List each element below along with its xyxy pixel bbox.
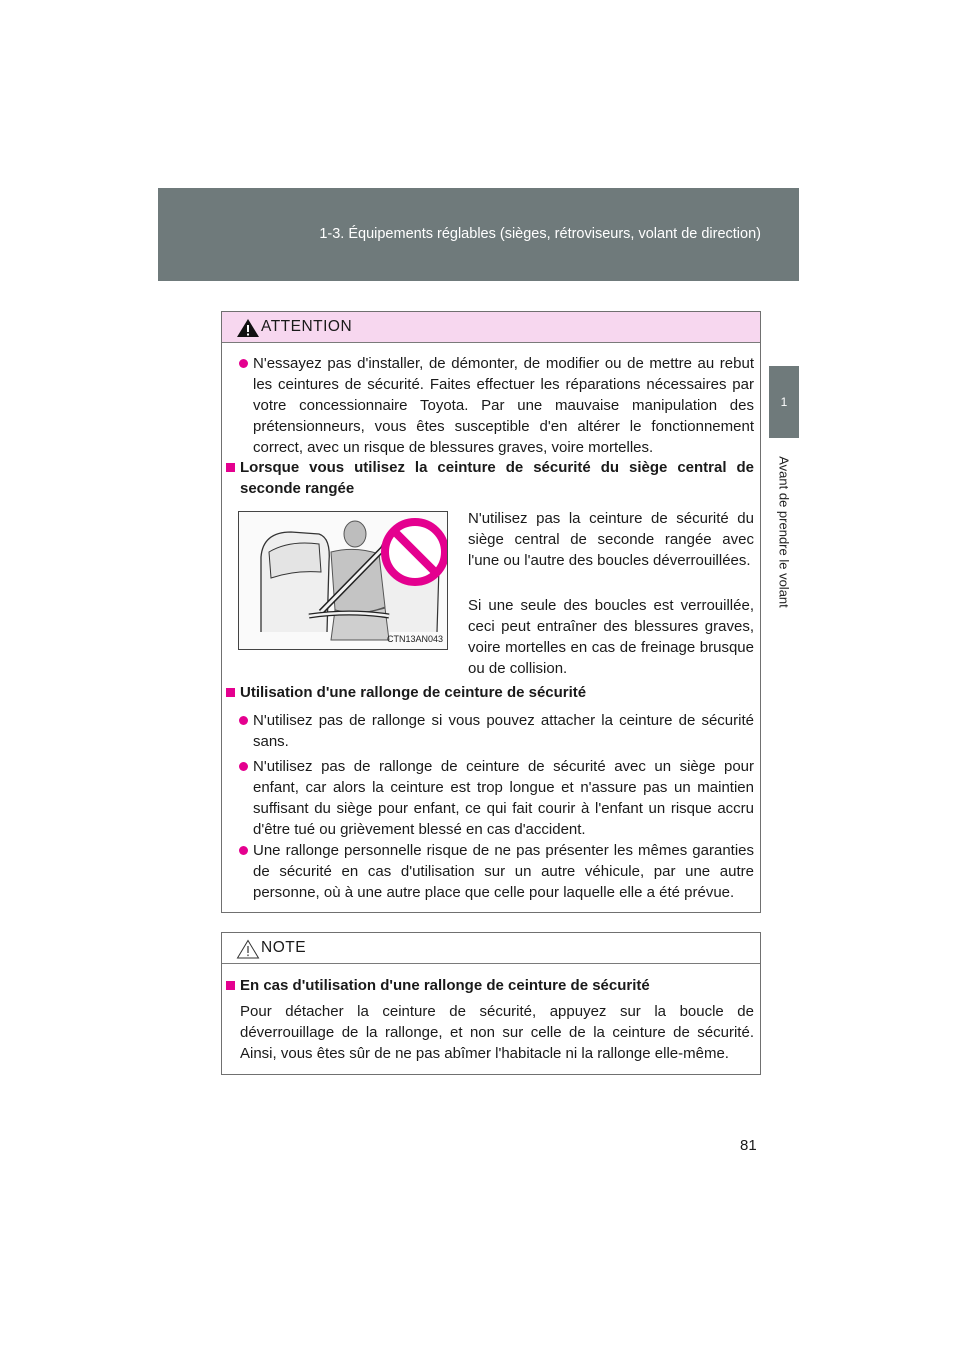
attention-bullet-1: N'essayez pas d'installer, de démonter, de modifier ou de mettre au rebut les ceintures de sécurité. Faites effectuer les réparations nécessaires par votre concessionnaire Toyota. Par une mauvaise manipulation des prétensionneurs, vous êtes susceptible d'en altérer le fonctionnement correct, avec un risque de blessures graves, voire mortelles.	[253, 355, 754, 456]
bullet-icon	[239, 359, 248, 368]
attention-box	[221, 311, 761, 913]
attention-header	[222, 312, 760, 343]
bullet-icon	[239, 716, 248, 725]
section1-text-2: Si une seule des boucles est verrouillée, ceci peut entraîner des blessures graves, voire mortelles en cas de freinage brusque ou de collision.	[468, 597, 754, 677]
section1-text-1: N'utilisez pas la ceinture de sécurité du siège central de seconde rangée avec l'une ou l'autre des boucles déverrouillées.	[468, 510, 754, 569]
note-text: Pour détacher la ceinture de sécurité, appuyez sur la boucle de déverrouillage de la rallonge, et non sur celle de la ceinture de sécurité. Ainsi, vous êtes sûr de ne pas abîmer l'habitacle ni la rallonge elle-même.	[240, 1003, 754, 1062]
section-square-icon	[226, 463, 235, 472]
section-square-icon	[226, 981, 235, 990]
chapter-tab: 1	[769, 366, 799, 438]
warning-outline-icon	[236, 939, 260, 959]
section-title: 1-3. Équipements réglables (sièges, rétroviseurs, volant de direction)	[319, 226, 761, 242]
bullet-icon	[239, 846, 248, 855]
note-heading: En cas d'utilisation d'une rallonge de ceinture de sécurité	[240, 977, 650, 994]
section2-heading: Utilisation d'une rallonge de ceinture de sécurité	[240, 684, 587, 701]
section-header-bar	[158, 188, 799, 281]
chapter-label: Avant de prendre le volant	[776, 456, 792, 608]
section-square-icon	[226, 688, 235, 697]
section2-bullet: Une rallonge personnelle risque de ne pas présenter les mêmes garanties de sécurité en cas d'utilisation sur un autre véhicule, par une autre personne, où à une autre place que celle pour laquelle elle a été prévue.	[253, 842, 754, 901]
note-header	[222, 933, 760, 964]
illustration-code: CTN13AN043	[387, 634, 444, 644]
section2-bullet: N'utilisez pas de rallonge de ceinture de sécurité avec un siège pour enfant, car alors la ceinture est trop longue et n'assure pas un maintien suffisant du siège pour enfant, ce qui fait courir à l'enfant un risque accru d'être tué ou grièvement blessé en cas d'accident.	[253, 758, 754, 838]
bullet-icon	[239, 762, 248, 771]
attention-title: ATTENTION	[261, 318, 353, 335]
seatbelt-illustration	[238, 511, 448, 650]
section1-heading: Lorsque vous utilisez la ceinture de sécurité du siège central de seconde rangée	[240, 459, 754, 497]
page-number: 81	[740, 1137, 757, 1154]
warning-filled-icon	[236, 318, 260, 338]
section2-bullet: N'utilisez pas de rallonge si vous pouvez attacher la ceinture de sécurité sans.	[253, 712, 754, 750]
note-title: NOTE	[261, 939, 307, 956]
seatbelt-illustration-image	[239, 512, 447, 649]
note-box	[221, 932, 761, 1075]
